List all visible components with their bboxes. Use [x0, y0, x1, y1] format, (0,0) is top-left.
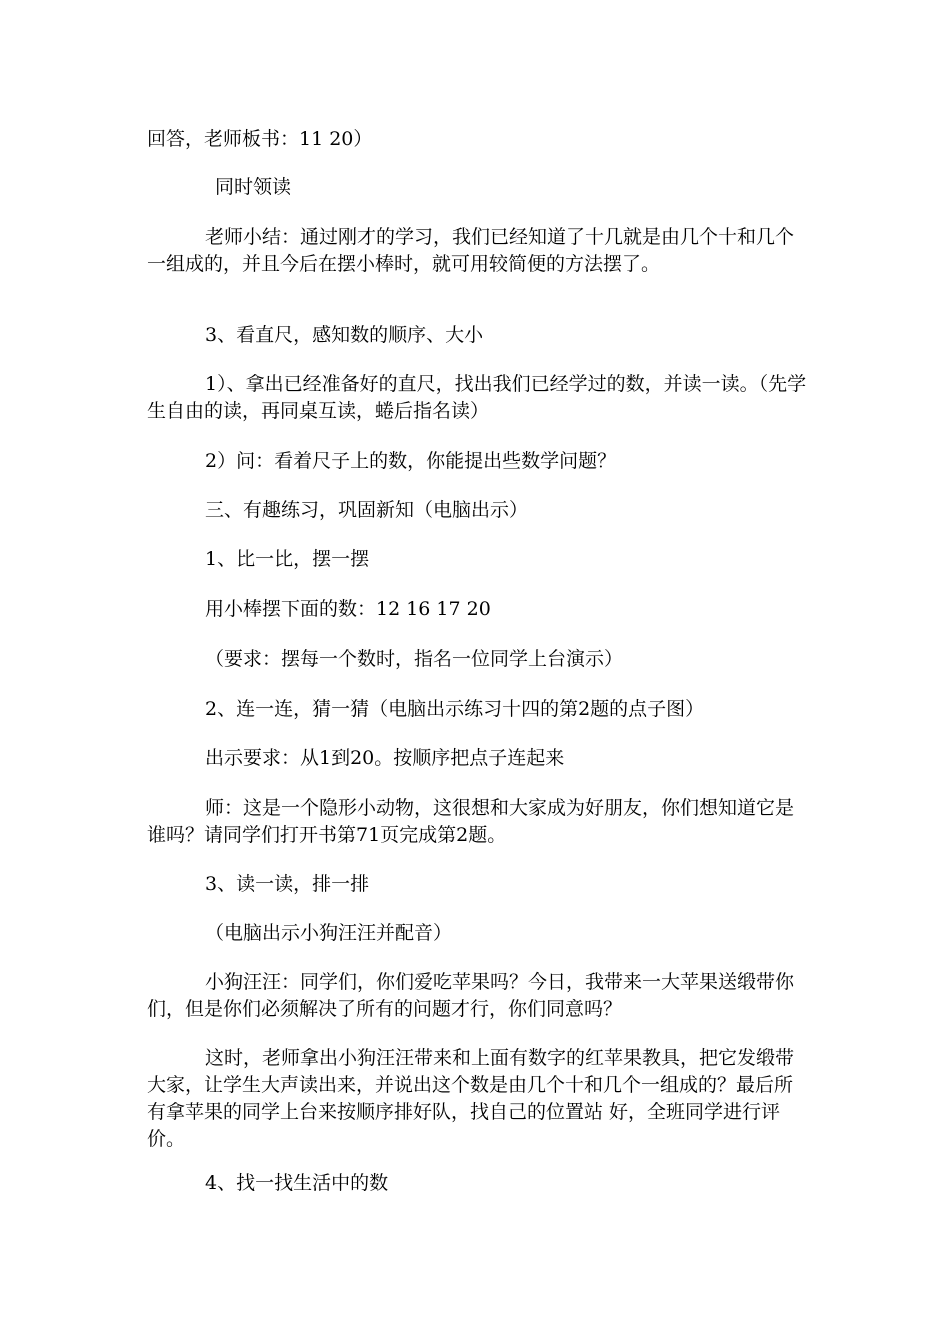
paragraph-12: 出示要求：从1到20。按顺序把点子连起来	[205, 747, 565, 769]
paragraph-9: 用小棒摆下面的数：12 16 17 20	[205, 598, 491, 620]
paragraph-10: （要求：摆每一个数时，指名一位同学上台演示）	[205, 648, 624, 670]
paragraph-7: 三、有趣练习，巩固新知（电脑出示）	[205, 499, 529, 521]
paragraph-3: 老师小结：通过刚才的学习，我们已经知道了十几就是由几个十和几个一组成的，并且今后在摆小棒时，就可用较简便的方法摆了。	[147, 226, 795, 275]
paragraph-14: 3、读一读，排一排	[205, 873, 370, 895]
paragraph-2: 同时领读	[215, 176, 292, 198]
paragraph-4: 3、看直尺，感知数的顺序、大小	[205, 324, 484, 346]
paragraph-13: 师：这是一个隐形小动物，这很想和大家成为好朋友，你们想知道它是谁吗？请同学们打开书第71页完成第2题。	[147, 797, 795, 846]
paragraph-5: 1）、拿出已经准备好的直尺，找出我们已经学过的数，并读一读。（先学生自由的读，再同桌互读，蜷后指名读）	[147, 373, 807, 422]
paragraph-6: 2）问：看着尺子上的数，你能提出些数学问题？	[205, 450, 617, 472]
paragraph-1: 回答，老师板书：11 20）	[147, 128, 373, 150]
paragraph-16: 小狗汪汪：同学们，你们爱吃苹果吗？今日，我带来一大苹果送缎带你们，但是你们必须解决了所有的问题才行，你们同意吗？	[147, 971, 795, 1020]
paragraph-17: 这时，老师拿出小狗汪汪带来和上面有数字的红苹果教具，把它发缎带大家，让学生大声读出来，并说出这个数是由几个十和几个一组成的？最后所有拿苹果的同学上台来按顺序排好队，找自己的位置站 好，全班同学进行评价。	[147, 1047, 795, 1150]
paragraph-11: 2、连一连，猜一猜（电脑出示练习十四的第2题的点子图）	[205, 698, 705, 720]
paragraph-15: （电脑出示小狗汪汪并配音）	[205, 922, 453, 944]
paragraph-8: 1、比一比，摆一摆	[205, 548, 370, 570]
paragraph-18: 4、找一找生活中的数	[205, 1172, 389, 1194]
